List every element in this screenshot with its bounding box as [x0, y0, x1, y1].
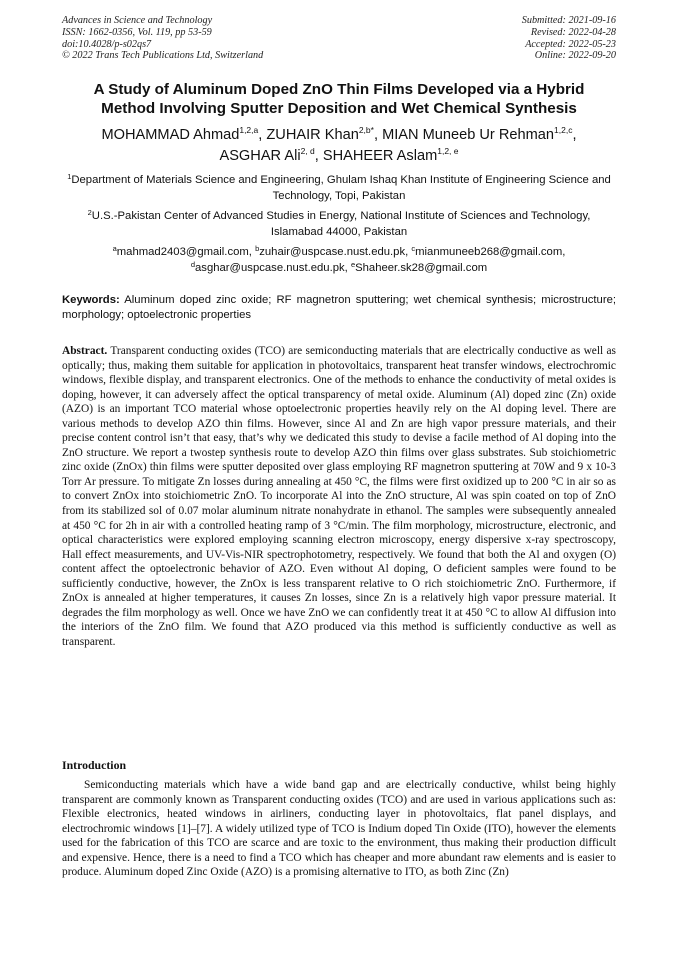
- title-line-1: A Study of Aluminum Doped ZnO Thin Films Developed via a Hybrid: [93, 81, 585, 98]
- author-affil-sup: 2,b*: [358, 125, 374, 135]
- keywords-section: [62, 293, 616, 322]
- author-affil-sup: 1,2,a: [239, 125, 259, 135]
- introduction-paragraph: Semiconducting materials which have a wide band gap and are electrically conductive, whilst being highly transparent are commonly known as Transparent conducting oxides (TCO) and are used in various applications such as: Flexible electronics, heated windows in airliners, conducting layer in photovoltaics, flat panel displays, and electrochromic windows [1]–[7]. A widely utilized type of TCO is Indium doped Tin Oxide (ITO), however the elements used for the fabrication of this TCO are scarce and are toxic to the environment, thus making their production difficult and expensive. Hence, there is a need to find a TCO which has cheaper and more abundant raw elements and is easier to produce. Aluminum doped Zinc Oxide (AZO) is a promising alternative to ITO, as both Zinc (Zn): [62, 779, 616, 879]
- journal-copyright: © 2022 Trans Tech Publications Ltd, Switzerland: [62, 50, 264, 62]
- keywords-text: Aluminum doped zinc oxide; RF magnetron sputtering; wet chemical synthesis; microstructure; morphology; optoelectronic properties: [62, 294, 616, 321]
- author-emails: [62, 245, 616, 276]
- abstract-text: Transparent conducting oxides (TCO) are semiconducting materials that are electrically conductive as well as optically; thus, making them suitable for application in photovoltaics, transparent heat transfer windows, electrochromic windows, flexible display, and transparent electronics. One of the methods to enhance the conductivity of metal oxides is doping, however, it can adversely affect the optical transparency of metal oxide. Aluminum (Al) doped zinc (Zn) oxide (AZO) is an important TCO material whose optoelectronic properties heavily rely on the Al doping level. There are various methods to develop AZO thin films. However, since Al and Zn are high vapor pressure materials, and their precise content control isn’t that easy, that’s why we dedicated this study to devise a facile method of Al doping into the ZnO structure. We report a twostep synthesis route to develop AZO thin films over glass substrates. Sub stoichiometric zinc oxide (ZnOx) thin films were sputter deposited over glass employing RF magnetron sputtering at 70W and 9 x 10-3 Torr Ar pressure. To mitigate Zn losses during annealing at 450 °C, the films were first oxidized up to 200 °C in air so as to convert ZnOx into stoichiometric ZnO. To incorporate Al into the ZnO structure, Al was spin coated on top of ZnO from its stabilized sol of 0.07 molar aluminum nitrate nonahydrate in ethanol. The samples were subsequently annealed at 450 °C for 2h in air with a controlled heating ramp of 3 °C/min. The film morphology, microstructure, electronic, and optical characteristics were explored employing scanning electron microscopy, energy dispersive x-ray spectroscopy, Hall effect measurements, and UV-Vis-NIR spectrophotometry, respectively. We found that both the Al and oxygen (O) content affect the optoelectronic behavior of AZO. Even without Al doping, O deficient samples were found to be sufficiently conductive, however, the ZnOx is less transparent relative to O rich stoichiometric ZnO. Furthermore, if ZnOx is annealed at higher temperatures, it causes Zn losses, since Zn is a relatively high vapor pressure material. It degrades the film morphology as well. Once we have ZnO we can confidently treat it at 450 °C to allow Al diffusion into the interiors of the ZnO film. We found that AZO produced via this method is sufficiently conductive as well as transparent.: [62, 345, 616, 648]
- date-accepted: Accepted: 2022-05-23: [525, 38, 616, 50]
- journal-doi: doi:10.4028/p-s02qs7: [62, 38, 152, 50]
- email-link[interactable]: Shaheer.sk28@gmail.com: [355, 261, 488, 274]
- affiliation-text: U.S.-Pakistan Center of Advanced Studies in Energy, National Institute of Sciences and Technology, Islamabad 44000, Pakistan: [91, 210, 591, 238]
- email-link[interactable]: zuhair@uspcase.nust.edu.pk,: [259, 246, 412, 258]
- email-sup: b: [255, 244, 260, 253]
- date-online: Online: 2022-09-20: [534, 50, 616, 62]
- abstract-label: Abstract.: [62, 345, 108, 357]
- email-link[interactable]: mianmuneeb268@gmail.com,: [415, 246, 566, 258]
- affiliation-text: Department of Materials Science and Engineering, Ghulam Ishaq Khan Institute of Engineering Science and Technology, Topi, Pakistan: [71, 174, 611, 202]
- date-submitted: Submitted: 2021-09-16: [521, 15, 616, 26]
- paper-title: [62, 80, 616, 118]
- publication-dates: [396, 15, 616, 62]
- author-name: ASGHAR Ali: [219, 148, 301, 164]
- affiliation-number: 2: [87, 208, 92, 217]
- journal-info: [62, 15, 392, 62]
- author-name: MOHAMMAD Ahmad: [101, 127, 240, 143]
- author-affil-sup: 1,2, e: [437, 146, 459, 156]
- email-sup: e: [350, 259, 356, 269]
- keywords-label: Keywords:: [62, 294, 120, 306]
- author-affil-sup: 2, d: [300, 146, 315, 156]
- introduction-heading: Introduction: [62, 758, 127, 772]
- affiliation-2: [62, 209, 616, 240]
- affiliation-1: [62, 173, 616, 204]
- email-sup: d: [190, 259, 196, 269]
- author-affil-sup: 1,2,c: [554, 125, 573, 135]
- email-sup: c: [411, 244, 416, 253]
- journal-name: Advances in Science and Technology: [62, 15, 213, 26]
- affiliation-number: 1: [67, 172, 72, 181]
- author-name: ZUHAIR Khan: [266, 127, 359, 143]
- abstract-section: [62, 344, 616, 649]
- author-list: MOHAMMAD Ahmad$^{1,2,a}$, ZUHAIR Khan$^{2,b*}$, MIAN Muneeb Ur Rehman$^{1,2,c}$, ASGHAR Ali$^{2, d}$, SHAHEER Aslam$^{1,2, e}$: [101, 125, 577, 164]
- date-revised: Revised: 2022-04-28: [530, 26, 616, 38]
- email-sup: a: [112, 244, 117, 253]
- author-name: MIAN Muneeb Ur Rehman: [382, 127, 555, 143]
- email-link[interactable]: asghar@uspcase.nust.edu.pk,: [195, 261, 351, 274]
- journal-issn: ISSN: 1662-0356, Vol. 119, pp 53-59: [62, 26, 212, 38]
- title-line-2: Method Involving Sputter Deposition and Wet Chemical Synthesis: [101, 100, 577, 117]
- author-name: SHAHEER Aslam: [322, 148, 438, 164]
- email-link[interactable]: mahmad2403@gmail.com,: [116, 246, 256, 258]
